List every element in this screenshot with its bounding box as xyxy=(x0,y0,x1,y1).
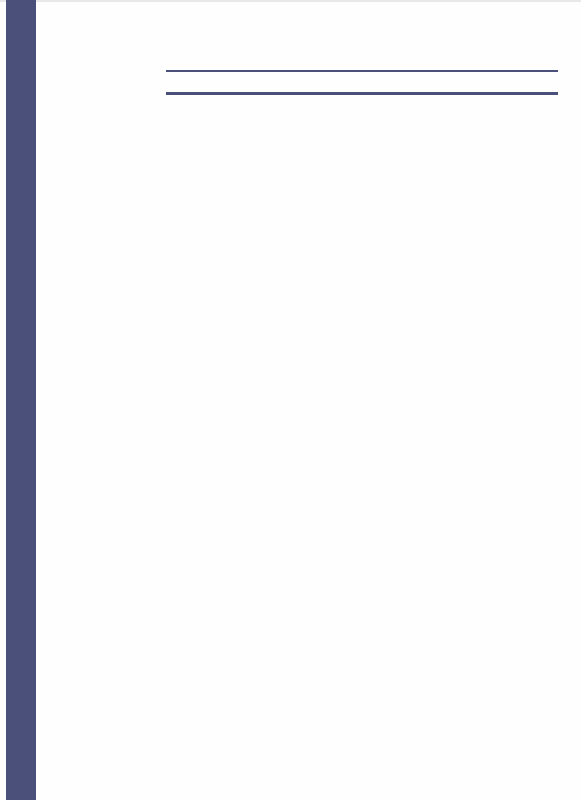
contents-list xyxy=(166,38,558,95)
side-title xyxy=(6,0,36,200)
page-footer xyxy=(44,771,52,783)
page-edge xyxy=(0,0,581,2)
unit-label xyxy=(166,51,558,67)
unit-rule-bottom xyxy=(166,92,558,95)
part-heading xyxy=(166,72,558,92)
